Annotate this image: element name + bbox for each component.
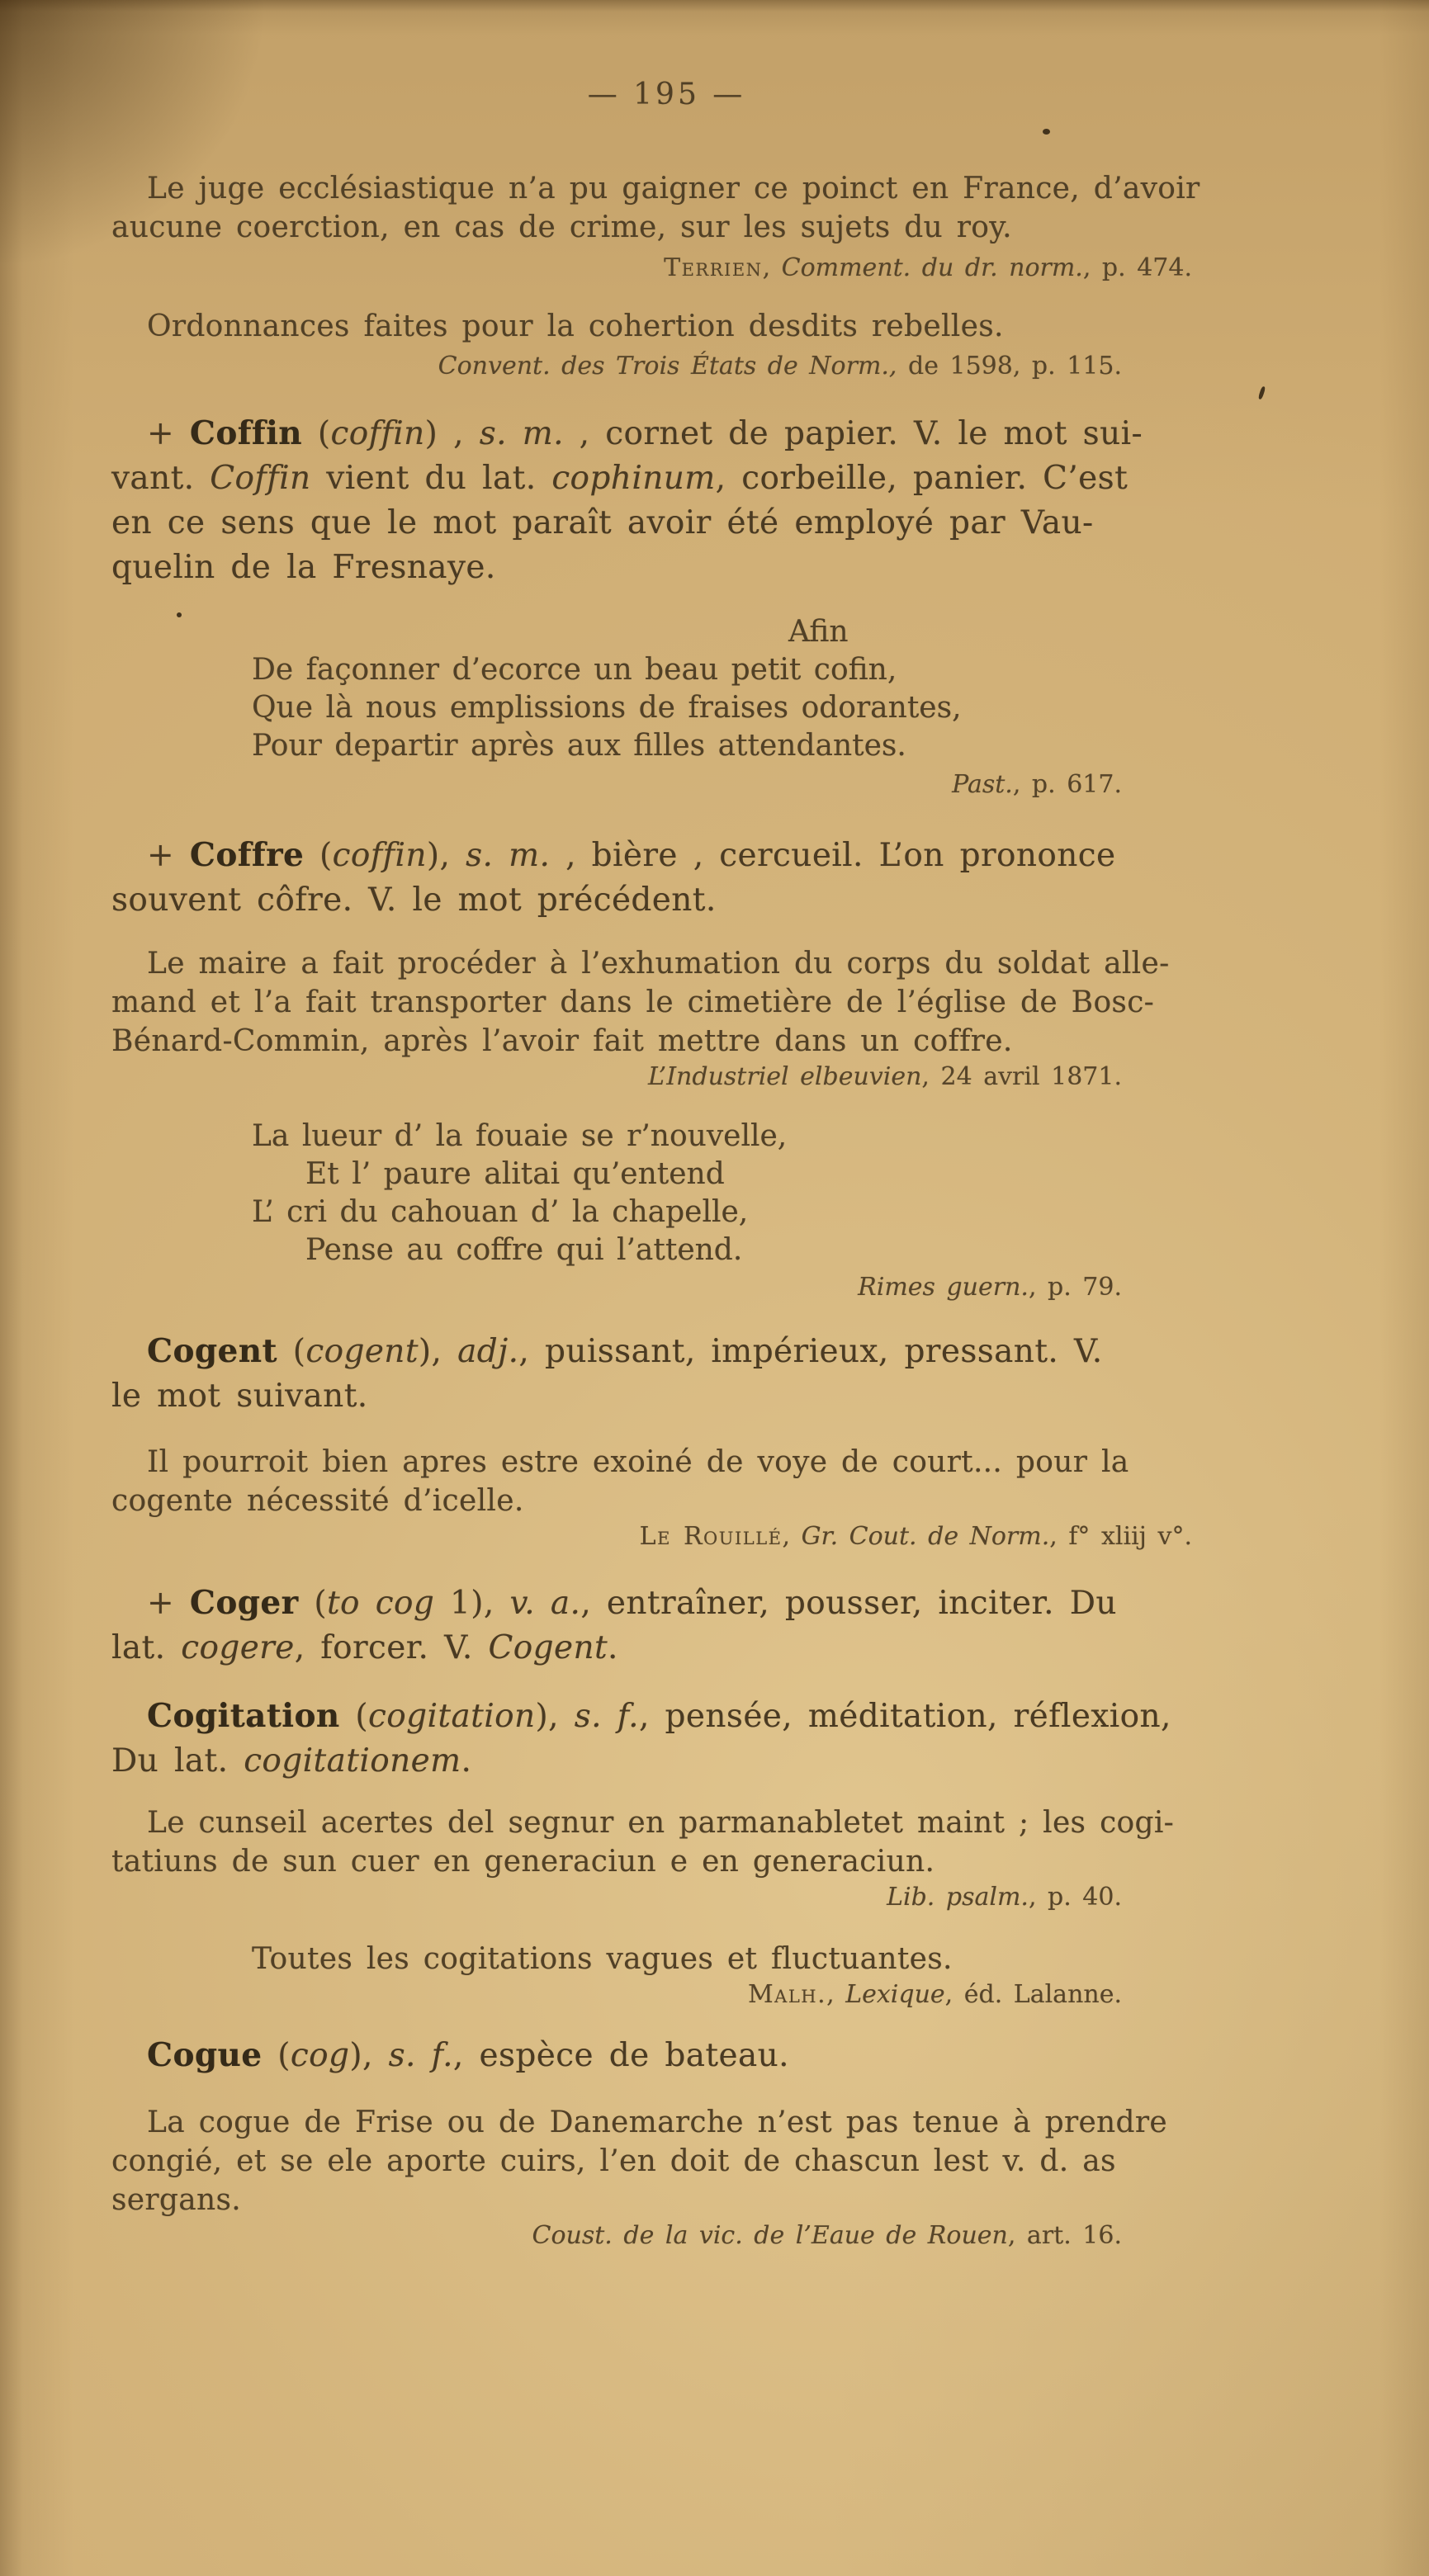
entry-cogent xyxy=(111,1329,1222,1419)
text-run: , bière , cercueil. L’on prononce xyxy=(550,837,1116,874)
text-run: cog xyxy=(290,2037,350,2074)
text-run: cophinum xyxy=(551,460,716,497)
text-run: ( xyxy=(277,1333,306,1370)
text-run: Comment. du dr. norm. xyxy=(781,253,1083,282)
text-run: De façonner d’ecorce un beau petit cofin, xyxy=(252,653,897,687)
text-run: Et l’ paure alitai qu’entend xyxy=(305,1157,725,1191)
citation-malherbe xyxy=(111,1978,1222,2011)
quote-il-pourroit xyxy=(111,1443,1222,1520)
text-run: Bénard-Commin, après l’avoir fait mettre dans un coffre. xyxy=(111,1024,1013,1058)
text-run: de 1598, p. 115. xyxy=(897,352,1122,380)
text-line xyxy=(111,252,1192,285)
text-run: L’Industriel elbeuvien xyxy=(647,1062,922,1091)
text-run: , éd. Lalanne. xyxy=(944,1980,1122,2009)
text-run: , p. 40. xyxy=(1028,1883,1122,1912)
text-line xyxy=(111,2219,1122,2252)
text-line xyxy=(111,2103,1222,2142)
text-run: tatiuns de sun cuer en generaciun e en generaciun. xyxy=(111,1845,935,1879)
text-run: Coffin xyxy=(189,414,303,452)
text-run: cogent xyxy=(305,1333,419,1370)
text-line xyxy=(252,1193,1222,1231)
text-line xyxy=(252,651,1222,689)
text-run: cogere xyxy=(181,1629,295,1666)
text-run: quelin de la Fresnaye. xyxy=(111,549,496,586)
text-line xyxy=(111,1443,1222,1482)
text-run: s. m. xyxy=(466,837,551,874)
entry-cogue xyxy=(111,2033,1222,2078)
text-run: , puissant, impérieux, pressant. V. xyxy=(518,1333,1103,1370)
text-run: ), xyxy=(426,837,466,874)
ink-speck xyxy=(1043,129,1050,135)
text-line xyxy=(111,1022,1222,1061)
citation-le-rouille xyxy=(111,1520,1222,1553)
text-line xyxy=(111,1482,1222,1520)
text-run: La lueur d’ la fouaie se r’nouvelle, xyxy=(252,1119,788,1153)
text-content xyxy=(111,0,1222,2252)
text-line xyxy=(111,2181,1222,2219)
text-run: . xyxy=(608,1629,618,1666)
text-line xyxy=(111,1329,1222,1374)
text-line xyxy=(111,1881,1122,1914)
text-run: , forcer. V. xyxy=(294,1629,489,1666)
text-run: Toutes les cogitations vagues et fluctuantes. xyxy=(252,1942,953,1976)
quote-juge-ecclesiastique xyxy=(111,169,1222,247)
text-run: Que là nous emplissions de fraises odorantes, xyxy=(252,691,962,725)
text-run: aucune coerction, en cas de crime, sur les sujets du roy. xyxy=(111,210,1012,244)
text-run: Cogent xyxy=(147,1332,277,1370)
text-run: v. a. xyxy=(509,1585,581,1622)
text-run: Cogent xyxy=(488,1629,608,1666)
text-line xyxy=(111,2033,1222,2078)
text-run: vient du lat. xyxy=(310,460,552,497)
text-run: Ordonnances faites pour la cohertion desdits rebelles. xyxy=(147,310,1004,343)
quote-ordonnances xyxy=(111,307,1222,346)
text-run: ), xyxy=(535,1698,575,1735)
text-run: ), xyxy=(349,2037,389,2074)
text-line xyxy=(111,546,1222,590)
text-run: + xyxy=(147,837,190,874)
text-run: Coger xyxy=(189,1584,299,1622)
text-run: , espèce de bateau. xyxy=(452,2037,789,2074)
text-line xyxy=(111,1374,1222,1419)
text-run: congié, et se ele aporte cuirs, l’en doit de chascun lest v. d. as xyxy=(111,2144,1116,2178)
text-run: , p. 474. xyxy=(1082,253,1192,282)
quote-toutes-cogitations xyxy=(111,1940,1222,1978)
text-run: , cornet de papier. V. le mot sui- xyxy=(563,415,1143,452)
text-line xyxy=(252,1118,1222,1156)
entry-coger xyxy=(111,1581,1222,1671)
text-run: , p. 79. xyxy=(1028,1273,1122,1302)
text-run: + xyxy=(147,415,190,452)
text-run: Cogue xyxy=(147,2036,263,2074)
text-run: Convent. des Trois États de Norm., xyxy=(438,352,897,380)
text-run: Terrien xyxy=(664,253,763,282)
text-run: lat. xyxy=(111,1629,182,1666)
text-run: Afin xyxy=(788,615,849,649)
text-run: adj. xyxy=(457,1333,519,1370)
text-line xyxy=(111,1626,1222,1671)
text-line xyxy=(305,1156,1222,1193)
text-run: cogitation xyxy=(368,1698,536,1735)
text-line xyxy=(111,1803,1222,1842)
text-run: s. f. xyxy=(388,2037,453,2074)
text-line xyxy=(111,456,1222,501)
text-line xyxy=(111,2142,1222,2181)
text-run: cogitationem xyxy=(244,1742,461,1780)
text-line xyxy=(111,501,1222,546)
text-run: , art. 16. xyxy=(1007,2221,1122,2250)
text-line xyxy=(111,307,1222,346)
text-line xyxy=(252,1940,1222,1978)
text-run: ( xyxy=(262,2037,291,2074)
text-run: ), xyxy=(418,1333,458,1370)
text-run: , xyxy=(826,1980,846,2009)
text-run: Le maire a fait procéder à l’exhumation du corps du soldat alle- xyxy=(147,947,1170,981)
text-line xyxy=(252,689,1222,727)
text-line xyxy=(111,1520,1192,1553)
citation-lib-psalm xyxy=(111,1881,1222,1914)
text-run: to cog xyxy=(326,1585,435,1622)
text-line xyxy=(111,208,1222,247)
text-line xyxy=(111,833,1222,878)
text-line xyxy=(111,1271,1122,1304)
citation-past xyxy=(111,768,1222,801)
text-run: Coust. de la vic. de l’Eaue de Rouen xyxy=(532,2221,1008,2250)
text-run: Le juge ecclésiastique n’a pu gaigner ce poinct en France, d’avoir xyxy=(147,172,1200,206)
quote-la-cogue xyxy=(111,2103,1222,2219)
text-run: Coffin xyxy=(210,460,311,497)
text-run: , xyxy=(762,253,782,282)
citation-coust-eaue-rouen xyxy=(111,2219,1222,2252)
text-run: , xyxy=(782,1522,802,1551)
text-run: sergans. xyxy=(111,2183,241,2217)
text-run: ( xyxy=(304,837,333,874)
text-run: , 24 avril 1871. xyxy=(921,1062,1122,1091)
text-run: s. m. xyxy=(479,415,564,452)
text-line xyxy=(111,1978,1122,2011)
quote-le-cunseil xyxy=(111,1803,1222,1881)
text-run: Du lat. xyxy=(111,1742,244,1780)
text-run: mand et l’a fait transporter dans le cimetière de l’église de Bosc- xyxy=(111,985,1155,1019)
text-run: souvent côfre. V. le mot précédent. xyxy=(111,882,717,919)
text-run: , f° xliij v°. xyxy=(1049,1522,1192,1551)
text-line xyxy=(111,768,1122,801)
text-run: , pensée, méditation, réflexion, xyxy=(638,1698,1171,1735)
ink-speck xyxy=(1258,386,1266,400)
text-run: Gr. Cout. de Norm. xyxy=(801,1522,1050,1551)
quote-le-maire xyxy=(111,944,1222,1061)
text-line xyxy=(788,613,1222,651)
text-run: , entraîner, pousser, inciter. Du xyxy=(580,1585,1117,1622)
text-run: ( xyxy=(298,1585,327,1622)
text-run: vant. xyxy=(111,460,211,497)
text-run: , p. 617. xyxy=(1012,770,1122,799)
text-run: coffin xyxy=(332,837,427,874)
text-run: Pense au coffre qui l’attend. xyxy=(305,1233,743,1267)
ink-speck xyxy=(177,612,182,617)
text-run: s. f. xyxy=(574,1698,639,1735)
text-run: coffin xyxy=(330,415,425,452)
page-number: — 195 — xyxy=(587,78,746,111)
text-line xyxy=(111,944,1222,983)
text-run: Malh. xyxy=(747,1980,827,2009)
citation-convent-trois-etats xyxy=(111,350,1222,383)
text-run: le mot suivant. xyxy=(111,1378,368,1415)
text-run: en ce sens que le mot paraît avoir été employé par Vau- xyxy=(111,504,1094,541)
entry-coffre xyxy=(111,833,1222,923)
text-run: Le cunseil acertes del segnur en parmanabletet maint ; les cogi- xyxy=(147,1806,1175,1840)
text-line xyxy=(111,983,1222,1022)
text-run: Cogitation xyxy=(147,1697,340,1735)
citation-industriel-elbeuvien xyxy=(111,1061,1222,1094)
citation-rimes-guern xyxy=(111,1271,1222,1304)
text-run: ) , xyxy=(424,415,480,452)
text-line xyxy=(111,1581,1222,1626)
text-run: Pour departir après aux filles attendantes. xyxy=(252,729,906,763)
entry-coffin xyxy=(111,411,1222,590)
text-line xyxy=(111,411,1222,456)
text-run: Past. xyxy=(952,770,1013,799)
text-run: L’ cri du cahouan d’ la chapelle, xyxy=(252,1195,749,1229)
text-run: Lexique xyxy=(845,1980,945,2009)
text-run: Lib. psalm. xyxy=(887,1883,1029,1912)
text-run: Il pourroit bien apres estre exoiné de voye de court... pour la xyxy=(147,1445,1129,1479)
text-run: ( xyxy=(302,415,331,452)
citation-terrien xyxy=(111,252,1222,285)
text-line xyxy=(252,727,1222,765)
entry-cogitation xyxy=(111,1694,1222,1784)
text-run: + xyxy=(147,1585,190,1622)
text-run: . xyxy=(461,1742,472,1780)
text-run: Le Rouillé xyxy=(639,1522,783,1551)
text-line xyxy=(111,169,1222,208)
text-run: Coffre xyxy=(189,836,305,874)
text-line xyxy=(111,1061,1122,1094)
text-line xyxy=(111,878,1222,923)
verse-quote-coffre xyxy=(111,1118,1222,1269)
text-line xyxy=(305,1231,1222,1269)
text-run: , corbeille, panier. C’est xyxy=(715,460,1129,497)
text-run: La cogue de Frise ou de Danemarche n’est pas tenue à prendre xyxy=(147,2106,1168,2139)
text-line xyxy=(111,1739,1222,1784)
text-run: ( xyxy=(339,1698,369,1735)
text-run: cogente nécessité d’icelle. xyxy=(111,1484,524,1518)
text-line xyxy=(111,1842,1222,1881)
text-run: 1), xyxy=(434,1585,510,1622)
verse-quote-cofin xyxy=(111,613,1222,765)
text-run: Rimes guern. xyxy=(858,1273,1029,1302)
text-line xyxy=(111,1694,1222,1739)
text-line xyxy=(111,350,1122,383)
